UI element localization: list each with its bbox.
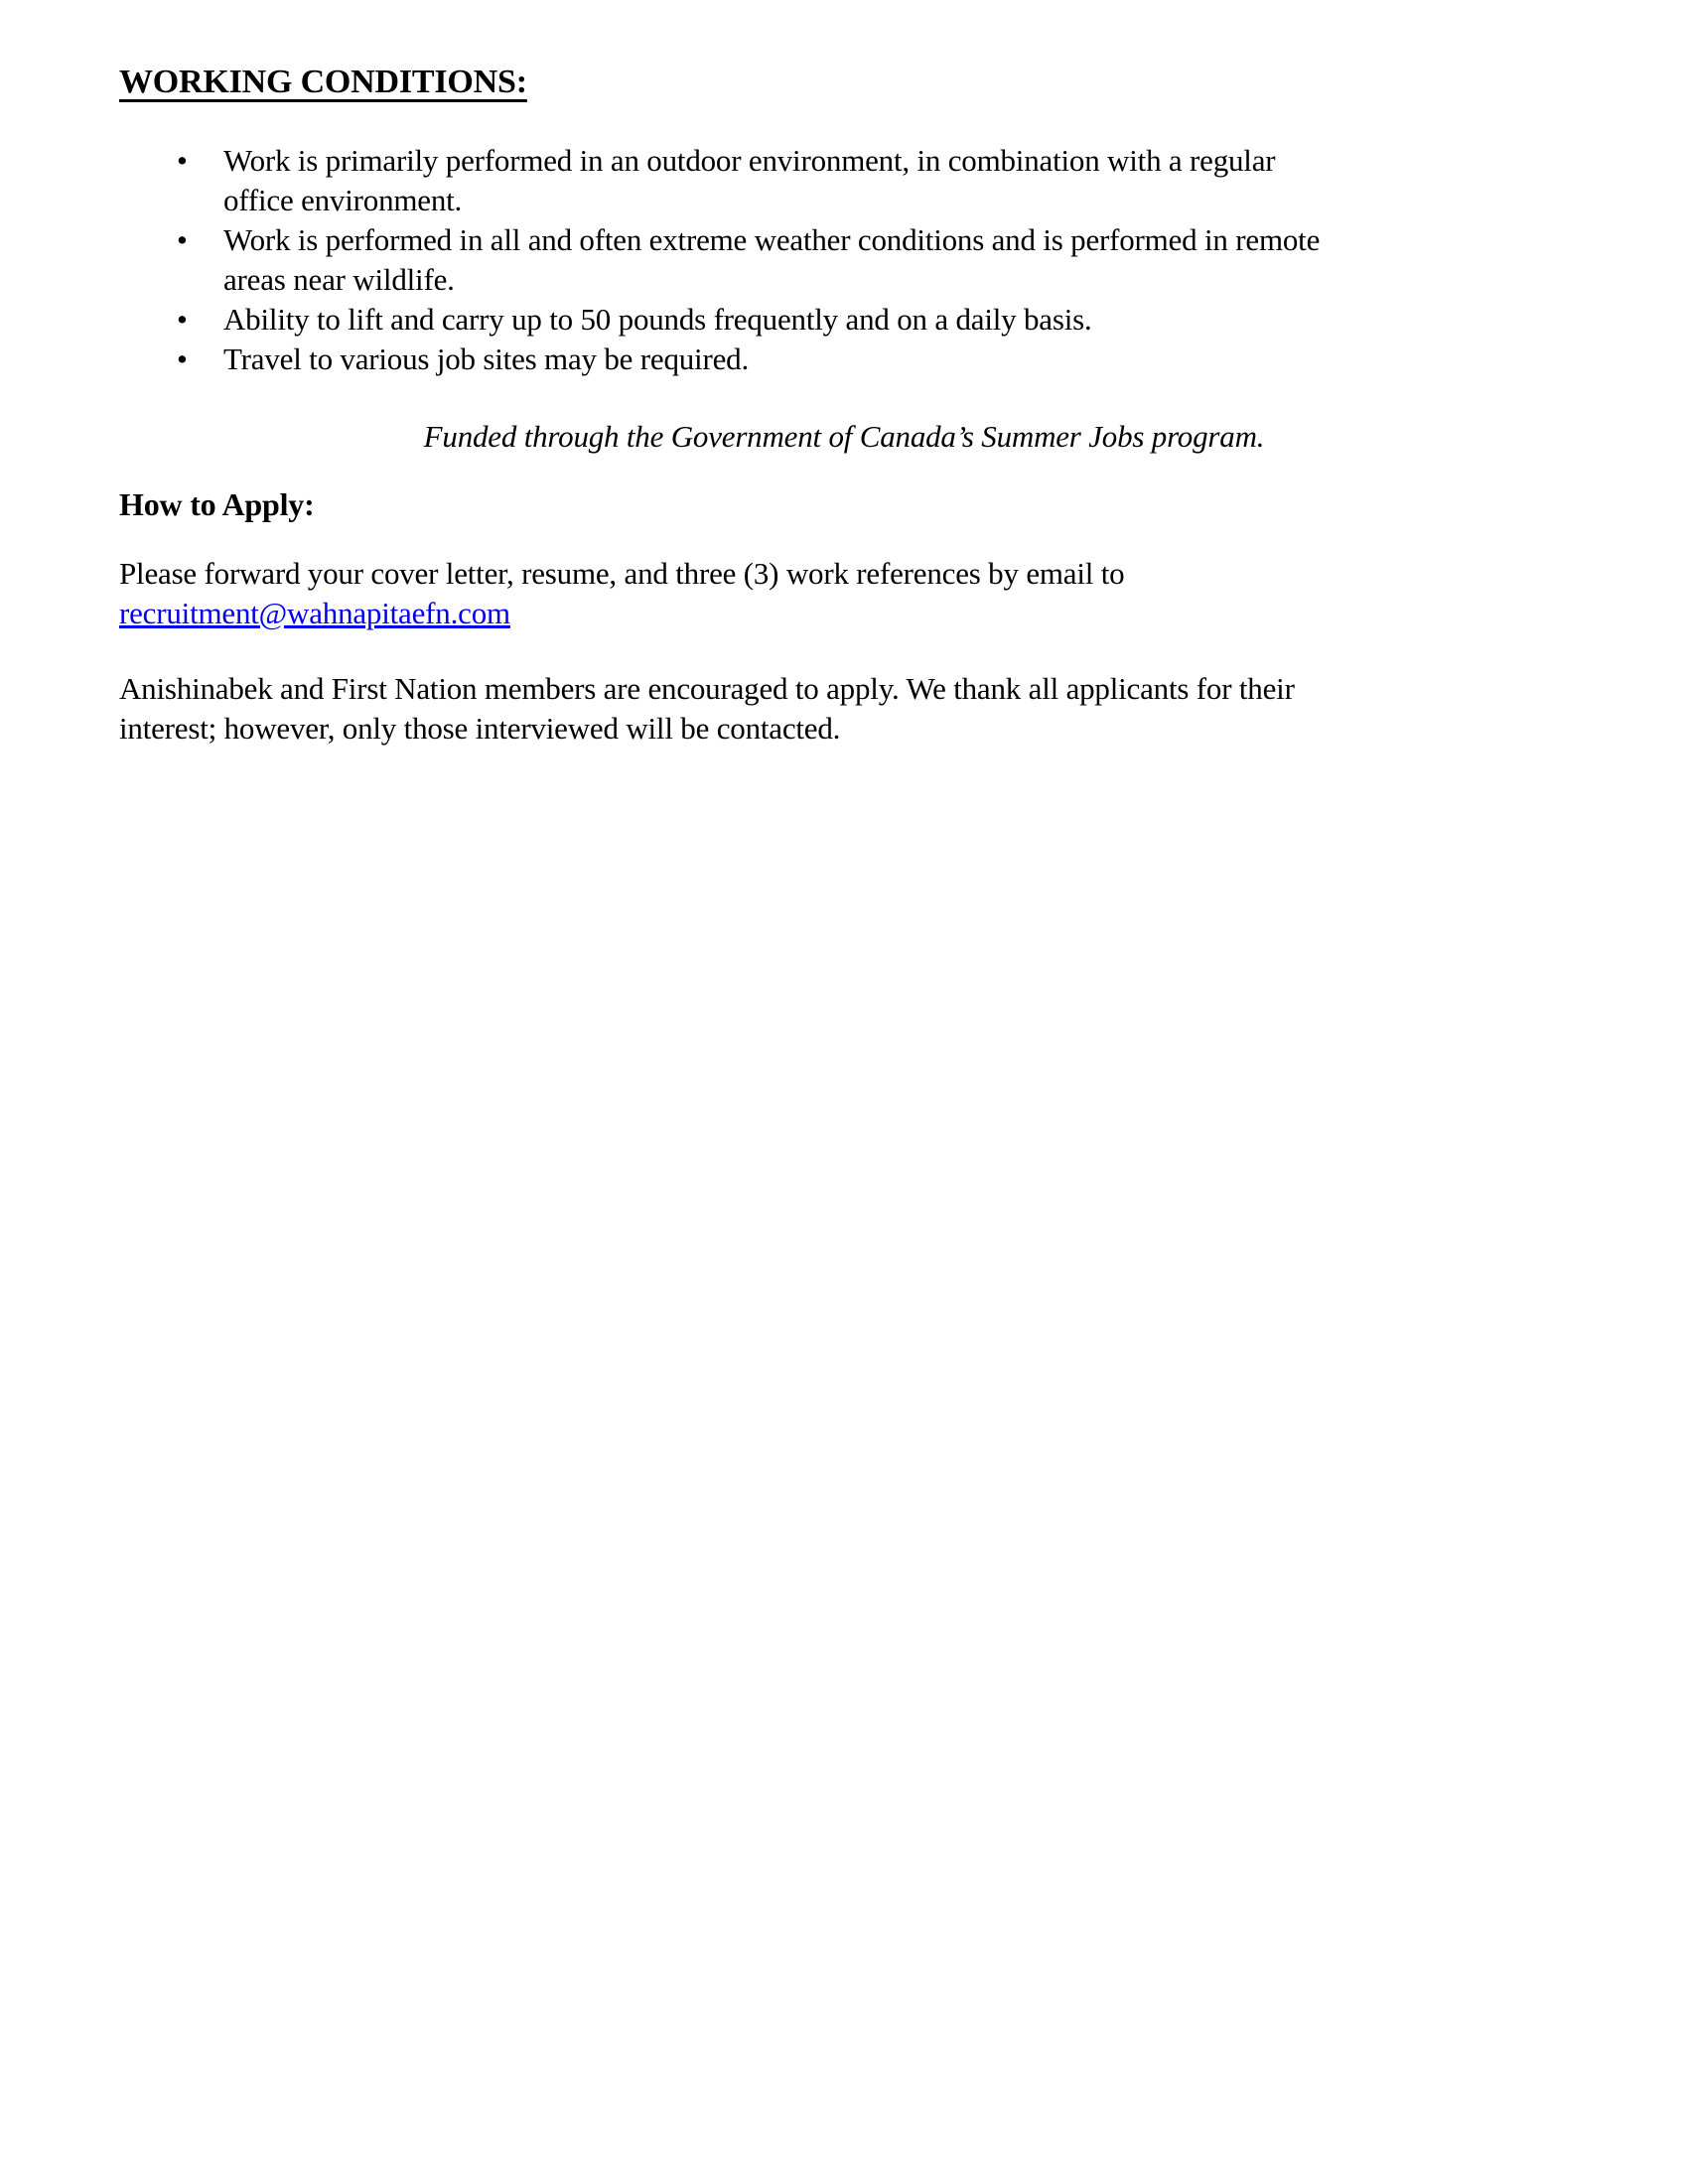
list-item (119, 300, 1569, 340)
list-item-line: • Ability to lift and carry up to 50 pounds frequently and on a daily basis. (223, 302, 1092, 337)
list-item (119, 141, 1569, 220)
apply-instructions-line: Please forward your cover letter, resume, and three (3) work references by email to (119, 556, 1125, 591)
funding-note: Funded through the Government of Canada’s Summer Jobs program. (423, 419, 1265, 454)
recruitment-email-link[interactable]: recruitment@wahnapitaefn.com (119, 596, 510, 630)
list-item-line: office environment. (223, 183, 463, 217)
list-item-line: • Work is performed in all and often extreme weather conditions and is performed in remote (223, 222, 1321, 257)
working-conditions-heading: WORKING CONDITIONS: (119, 64, 527, 100)
list-item-line: areas near wildlife. (223, 262, 455, 297)
closing-note-line: interest; however, only those interviewed will be contacted. (119, 711, 841, 746)
list-item (119, 220, 1569, 300)
list-item-line: • Work is primarily performed in an outdoor environment, in combination with a regular (223, 143, 1276, 178)
working-conditions-list (119, 141, 1569, 379)
closing-note-line: Anishinabek and First Nation members are encouraged to apply. We thank all applicants for their (119, 671, 1295, 706)
list-item-line: • Travel to various job sites may be required. (223, 341, 750, 376)
closing-note (119, 669, 1569, 749)
list-item (119, 340, 1569, 379)
how-to-apply-heading: How to Apply: (119, 486, 315, 522)
apply-instructions (119, 554, 1569, 633)
